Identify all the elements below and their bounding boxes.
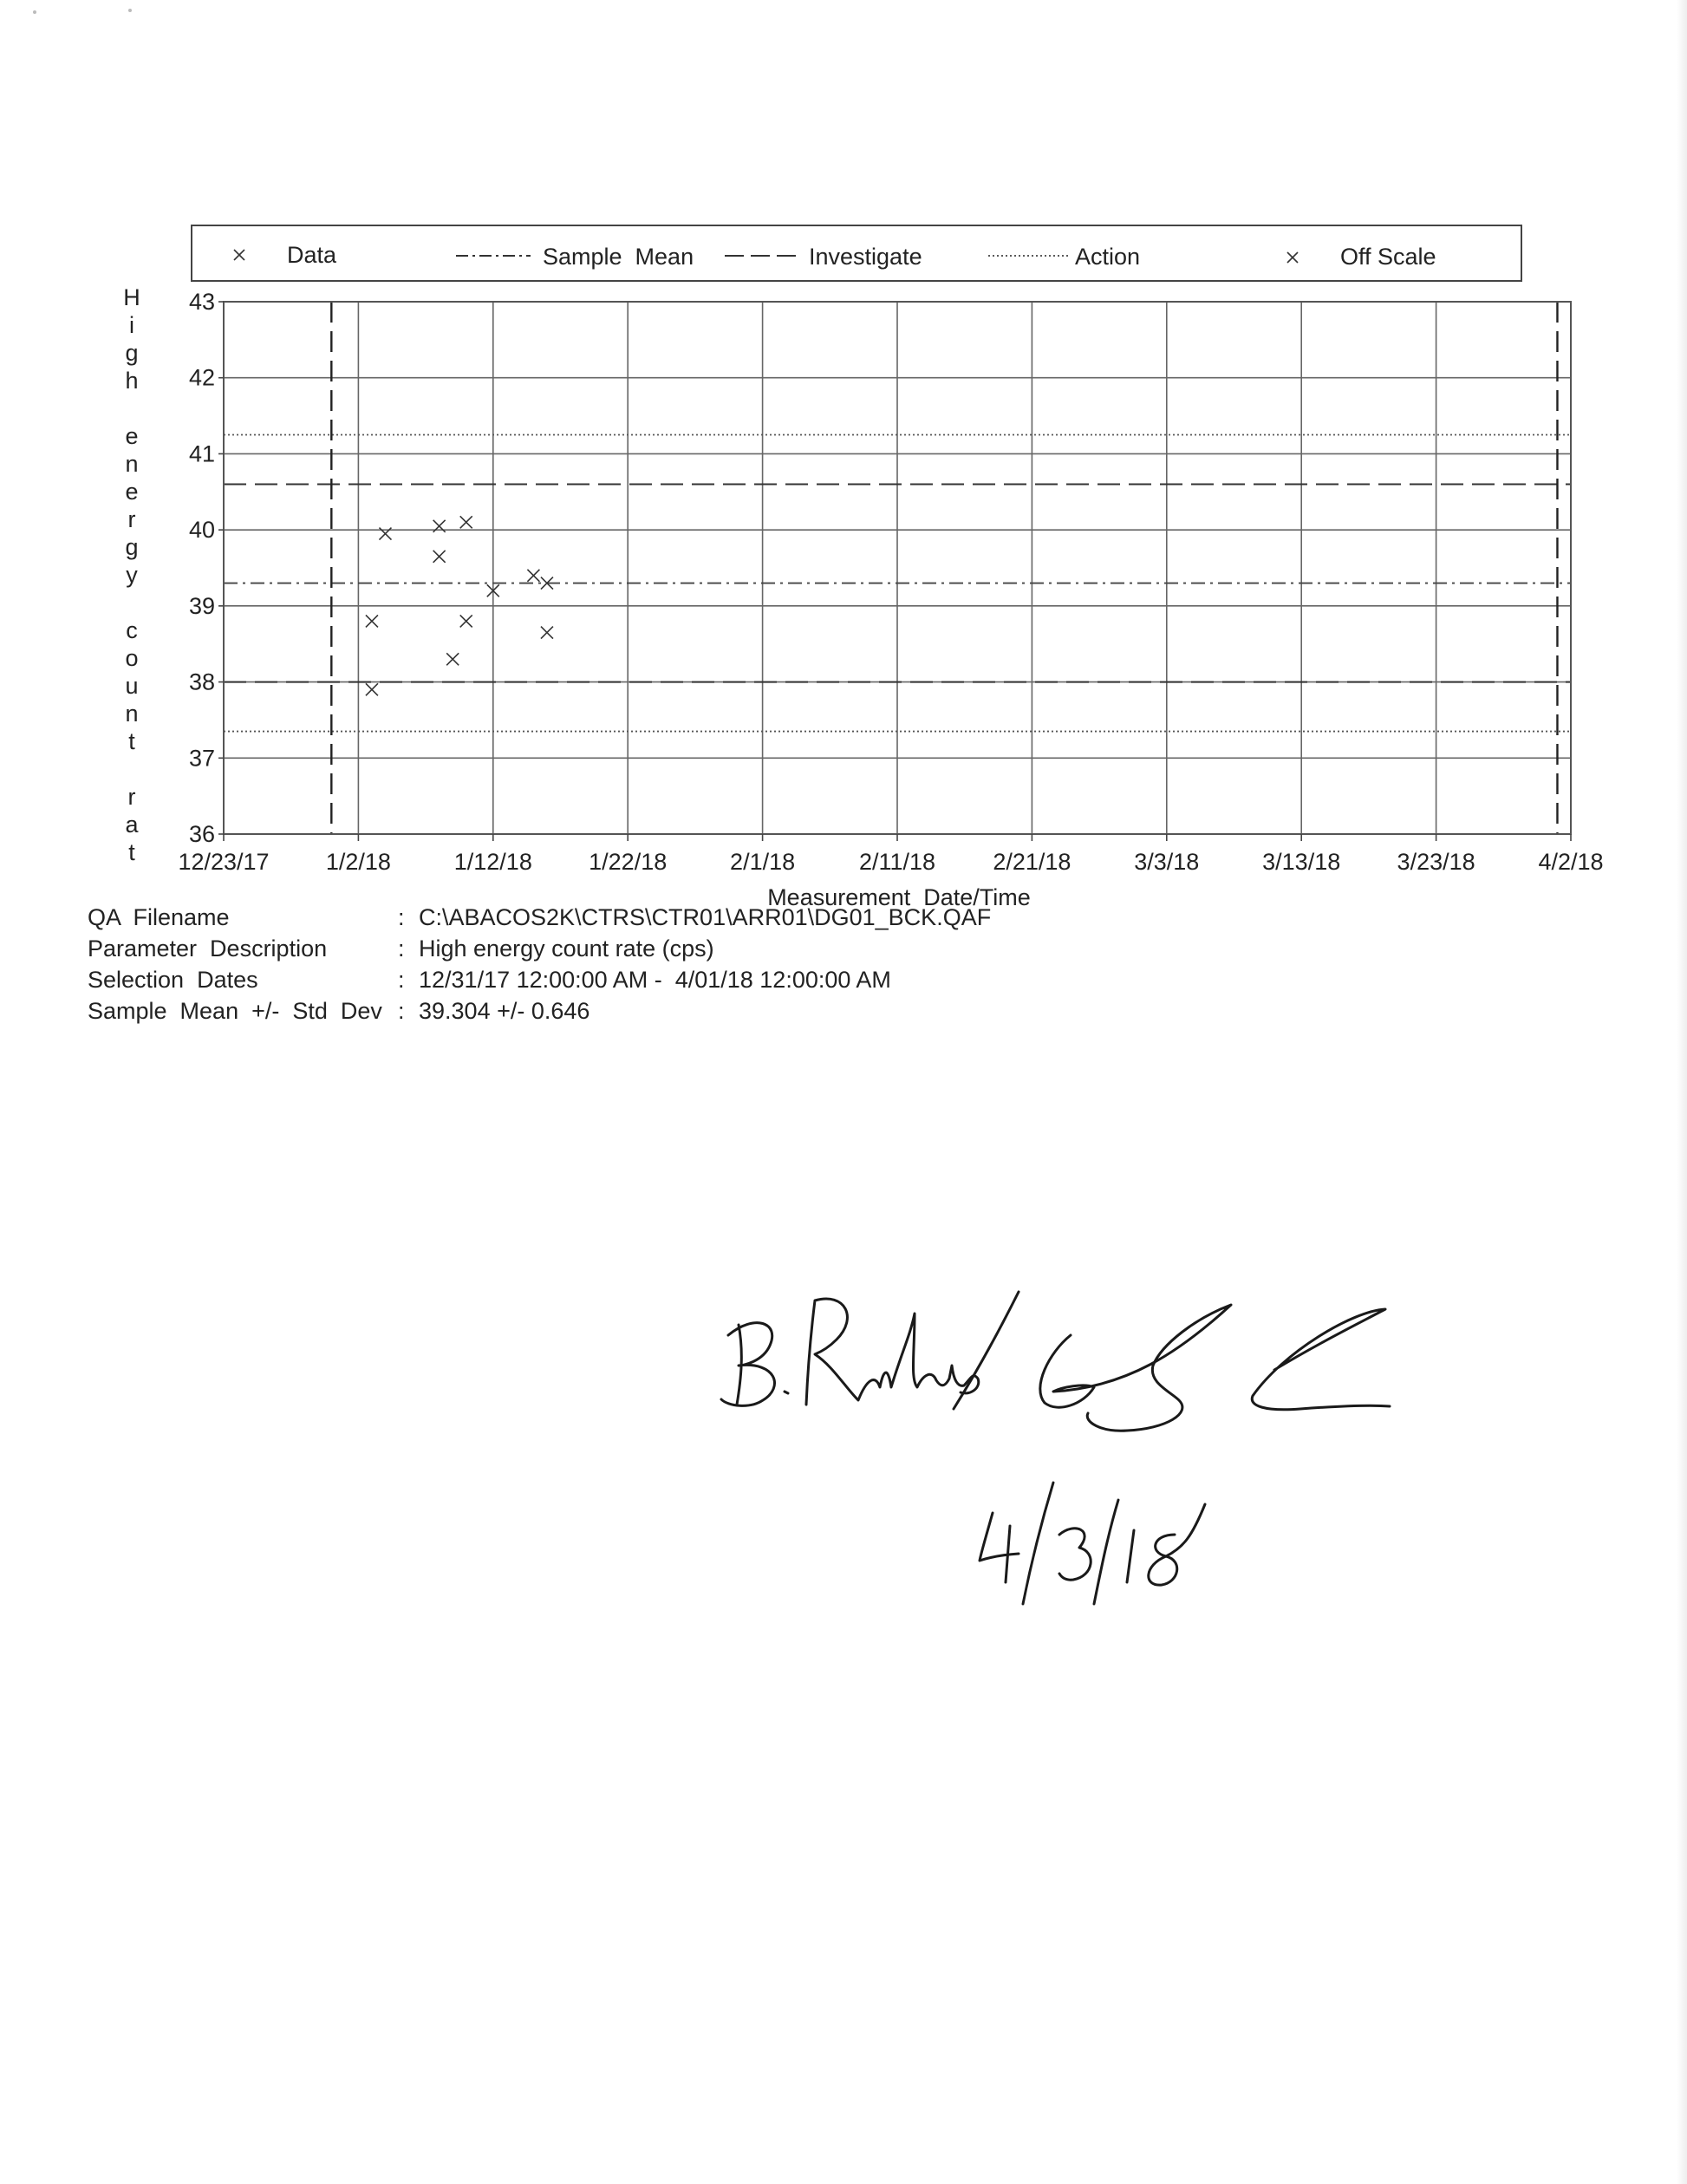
x-tick-label: 2/11/18 [858, 849, 936, 875]
y-axis-title-letter: h [125, 368, 139, 394]
info-key: Parameter Description [88, 936, 328, 962]
y-axis-title-letter: t [128, 839, 135, 865]
date-stroke [1094, 1500, 1118, 1604]
signature-stroke [1252, 1309, 1390, 1410]
signature-stroke [721, 1323, 774, 1406]
info-key: QA Filename [88, 904, 230, 930]
legend-action-label: Action [1075, 244, 1141, 270]
x-tick-label: 1/2/18 [325, 849, 391, 875]
y-axis-title-letter: y [126, 562, 138, 588]
legend-investigate-label: Investigate [809, 244, 922, 270]
date-stroke [980, 1513, 1019, 1582]
signature-stroke [785, 1392, 788, 1393]
x-tick-label: 3/3/18 [1134, 849, 1200, 875]
info-value: 12/31/17 12:00:00 AM - 4/01/18 12:00:00 AM [419, 967, 891, 993]
y-tick-label: 42 [188, 364, 215, 391]
y-axis-title-letter: r [127, 506, 136, 532]
date-stroke [1023, 1483, 1053, 1604]
info-separator: : [398, 998, 405, 1024]
y-axis-title-letter: a [125, 812, 139, 838]
y-axis-title-letter: c [126, 617, 138, 643]
signature-stroke [806, 1299, 979, 1405]
y-tick-label: 40 [188, 517, 215, 544]
y-tick-label: 36 [188, 821, 215, 847]
info-value: C:\ABACOS2K\CTRS\CTR01\ARR01\DG01_BCK.QAF [419, 904, 992, 930]
y-axis-title-letter: t [128, 728, 135, 754]
info-key: Selection Dates [88, 967, 258, 993]
x-tick-label: 12/23/17 [178, 849, 270, 875]
info-value: 39.304 +/- 0.646 [419, 998, 590, 1024]
y-tick-label: 37 [188, 745, 215, 772]
x-tick-label: 1/12/18 [453, 849, 532, 875]
x-tick-label: 1/22/18 [589, 849, 668, 875]
x-tick-label: 2/1/18 [730, 849, 796, 875]
x-axis-title: Measurement Date/Time [767, 884, 1031, 910]
legend-sample-mean-label: Sample Mean [543, 244, 694, 270]
y-tick-label: 38 [188, 668, 215, 695]
date-stroke [1127, 1530, 1134, 1582]
legend-off-scale-label: Off Scale [1340, 244, 1436, 270]
info-separator: : [398, 904, 405, 930]
legend-data-label: Data [287, 242, 337, 268]
y-axis-title-letter: n [125, 451, 139, 477]
y-axis-title-letter: n [125, 701, 139, 727]
y-axis-title-letter: r [127, 784, 136, 810]
date-stroke [1059, 1529, 1091, 1580]
y-axis-title-letter: e [125, 479, 139, 505]
y-axis-title-letter: i [129, 312, 134, 338]
y-axis-title-letter: g [125, 534, 139, 560]
x-tick-label: 3/23/18 [1397, 849, 1475, 875]
y-axis-title-letter: g [125, 340, 139, 366]
info-separator: : [398, 967, 405, 993]
info-separator: : [398, 936, 405, 962]
y-axis-title-letter: H [123, 284, 140, 310]
signature-stroke [1040, 1305, 1231, 1431]
x-tick-label: 4/2/18 [1538, 849, 1604, 875]
signature-stroke [954, 1292, 1019, 1409]
y-tick-label: 39 [188, 592, 215, 619]
date-stroke [1149, 1504, 1205, 1585]
y-tick-label: 41 [188, 440, 215, 467]
y-axis-title-letter: o [125, 645, 139, 671]
y-tick-label: 43 [188, 289, 215, 315]
y-axis-title-letter: e [125, 423, 139, 449]
x-tick-label: 3/13/18 [1262, 849, 1341, 875]
y-axis-title-letter: u [125, 673, 139, 699]
info-key: Sample Mean +/- Std Dev [88, 998, 382, 1024]
x-tick-label: 2/21/18 [993, 849, 1071, 875]
info-value: High energy count rate (cps) [419, 936, 714, 962]
